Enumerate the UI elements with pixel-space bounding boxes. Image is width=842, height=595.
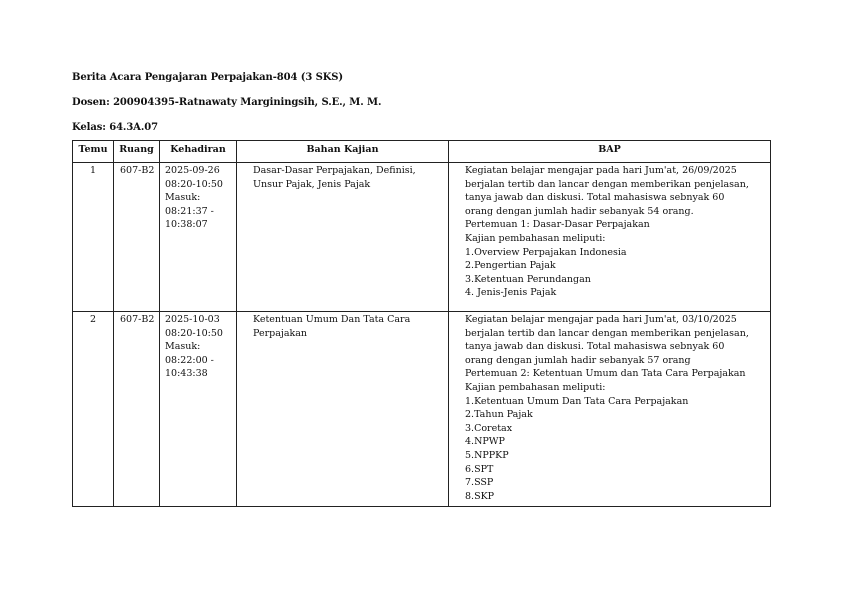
temu-value: 2 [89,314,97,325]
column-header-bahan-kajian: Bahan Kajian [237,141,449,163]
kehadiran-value: 2025-10-03 08:20-10:50 Masuk: 08:22:00 - 10:43:38 [165,314,223,380]
cell-kehadiran [160,163,237,312]
ruang-value: 607-B2 [120,314,155,325]
bahan-kajian-value: Ketentuan Umum Dan Tata Cara Perpajakan [253,314,411,339]
class-line: Kelas: 64.3A.07 [72,122,158,133]
cell-bahan-kajian [237,312,449,507]
ruang-value: 607-B2 [120,165,155,176]
bap-value: Kegiatan belajar mengajar pada hari Jum'at, 26/09/2025 berjalan tertib dan lancar dengan memberikan penjelasan, tanya jawab dan diskusi. Total mahasiswa sebnyak 60 orang dengan jumlah hadir sebanyak 54 orang. Pertemuan 1: Dasar-Dasar Perpajakan Kajian pembahasan meliputi: 1.Overview Perpajakan Indonesia 2.Pengertian Pajak 3.Ketentuan Perundangan 4. Jenis-Jenis Pajak [465,165,749,299]
table-row [73,163,771,312]
attendance-table [72,140,771,507]
column-header-ruang: Ruang [114,141,160,163]
table-row [73,312,771,507]
column-header-temu: Temu [73,141,114,163]
lecturer-line: Dosen: 200904395-Ratnawaty Marginingsih, S.E., M. M. [72,97,382,108]
cell-temu [73,163,114,312]
table-header-row [73,141,771,163]
cell-temu [73,312,114,507]
cell-bap [449,312,771,507]
column-header-bap: BAP [449,141,771,163]
cell-bap [449,163,771,312]
cell-ruang [114,163,160,312]
document-title: Berita Acara Pengajaran Perpajakan-804 (3 SKS) [72,72,344,83]
column-header-kehadiran: Kehadiran [160,141,237,163]
cell-bahan-kajian [237,163,449,312]
temu-value: 1 [89,165,97,176]
kehadiran-value: 2025-09-26 08:20-10:50 Masuk: 08:21:37 - 10:38:07 [165,165,223,231]
cell-ruang [114,312,160,507]
bap-value: Kegiatan belajar mengajar pada hari Jum'at, 03/10/2025 berjalan tertib dan lancar dengan memberikan penjelasan, tanya jawab dan diskusi. Total mahasiswa sebnyak 60 orang dengan jumlah hadir sebanyak 57 orang Pertemuan 2: Ketentuan Umum dan Tata Cara Perpajakan Kajian pembahasan meliputi: 1.Ketentuan Umum Dan Tata Cara Perpajakan 2.Tahun Pajak 3.Coretax 4.NPWP 5.NPPKP 6.SPT 7.SSP 8.SKP [465,314,749,502]
cell-kehadiran [160,312,237,507]
bahan-kajian-value: Dasar-Dasar Perpajakan, Definisi, Unsur Pajak, Jenis Pajak [253,165,416,190]
